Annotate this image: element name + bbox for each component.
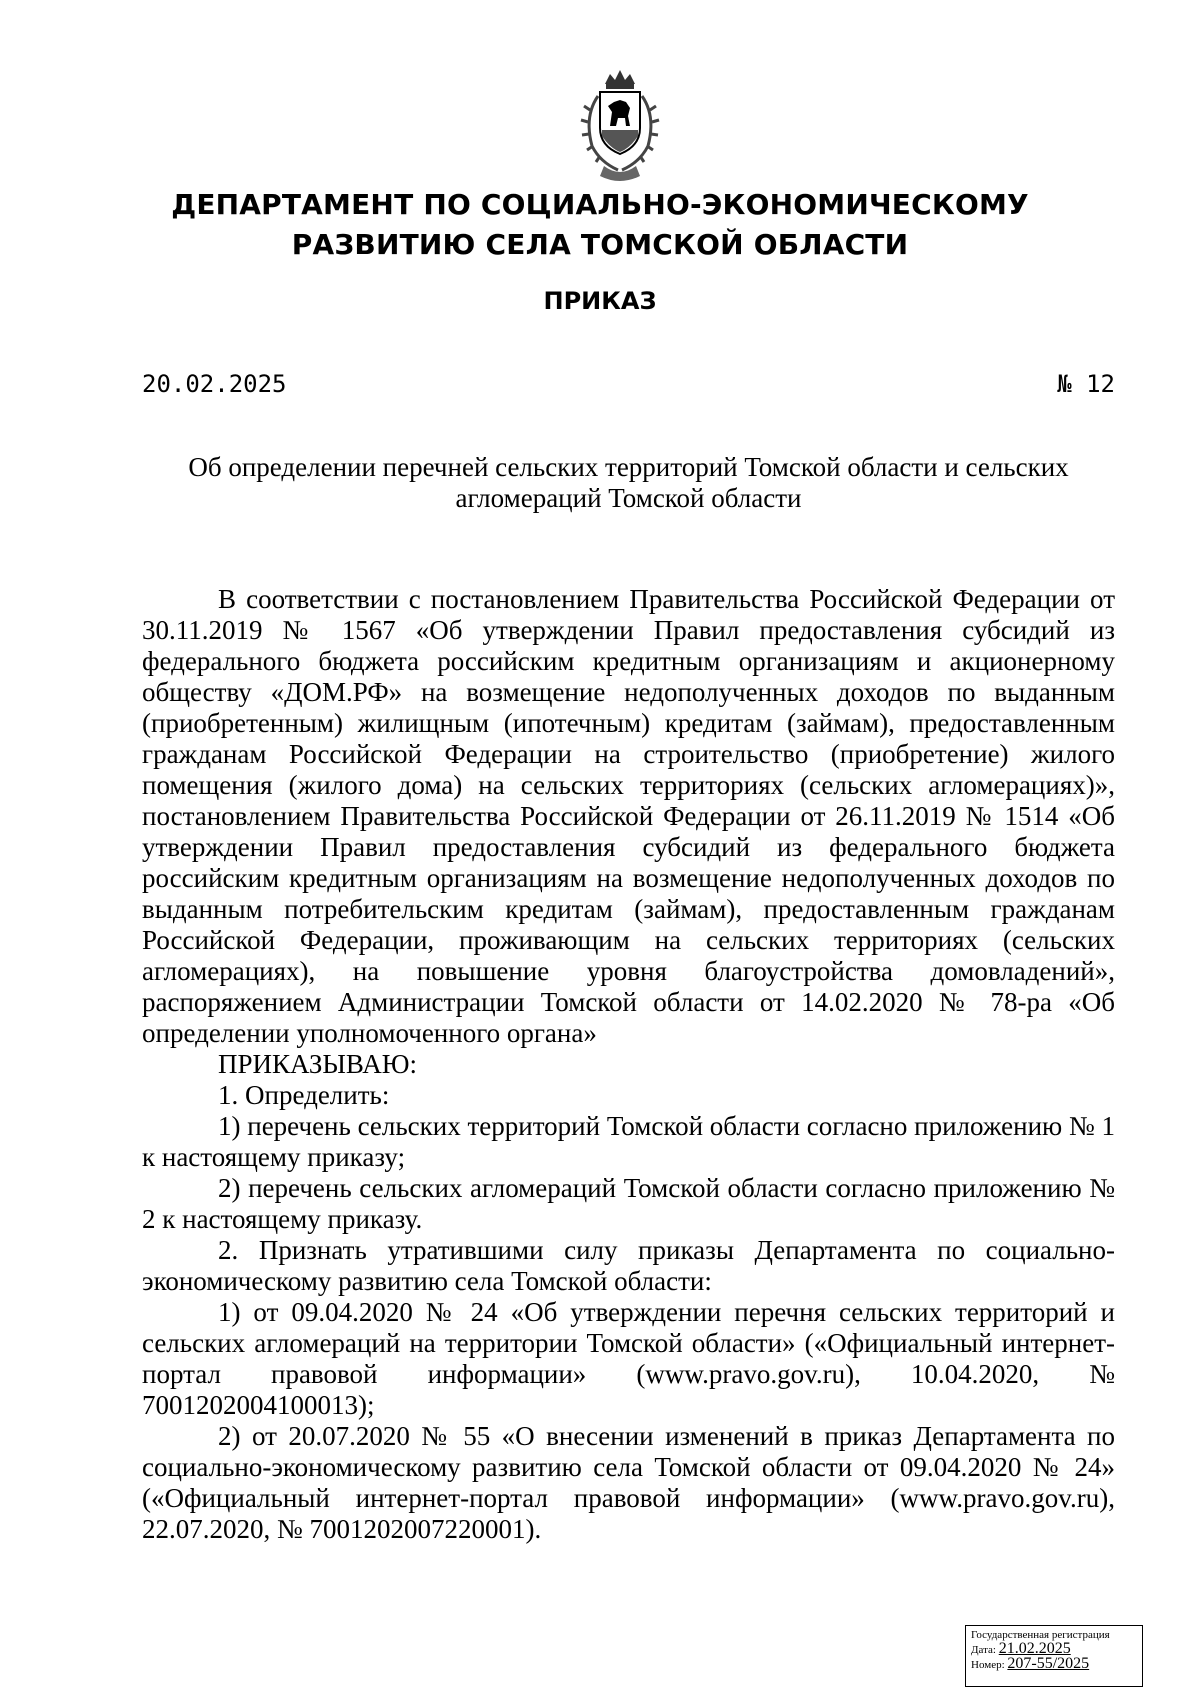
document-type: ПРИКАЗ: [543, 287, 657, 315]
clause-2-item-1: 1) от 09.04.2020 № 24 «Об утверждении перечня сельских территорий и сельских агломераций на территории Томской области» («Официальный интернет-портал правовой информации» (www.pravo.gov.ru), 10.04.2020, № 7001202004100013);: [142, 1297, 1115, 1420]
department-name-line-2: РАЗВИТИЮ СЕЛА ТОМСКОЙ ОБЛАСТИ: [291, 228, 909, 261]
stamp-title: Государственная регистрация: [971, 1629, 1110, 1641]
tomsk-oblast-coat-of-arms-icon: [570, 66, 670, 186]
document-number: № 12: [1057, 370, 1115, 398]
clause-1: 1. Определить:: [218, 1080, 390, 1110]
stamp-number-label: Номер:: [971, 1659, 1005, 1671]
clause-2-item-2: 2) от 20.07.2020 № 55 «О внесении изменений в приказ Департамента по социально-экономическому развитию села Томской области от 09.04.2020 № 24» («Официальный интернет-портал правовой информации» (www.pravo.gov.ru), 22.07.2020, № 7001202007220001).: [142, 1421, 1115, 1544]
document-body: [142, 584, 1115, 1545]
department-name-line-1: ДЕПАРТАМЕНТ ПО СОЦИАЛЬНО-ЭКОНОМИЧЕСКОМУ: [171, 188, 1029, 221]
stamp-date-label: Дата:: [971, 1644, 996, 1656]
stamp-number-row: [971, 1657, 1137, 1672]
clause-2: 2. Признать утратившими силу приказы Департамента по социально-экономическому развитию села Томской области:: [142, 1235, 1115, 1296]
order-word: ПРИКАЗЫВАЮ:: [218, 1049, 417, 1079]
stamp-number-value: 207-55/2025: [1007, 1655, 1090, 1672]
document-date: 20.02.2025: [142, 370, 287, 398]
preamble-paragraph: В соответствии с постановлением Правительства Российской Федерации от 30.11.2019 № 1567 «Об утверждении Правил предоставления субсидий из федерального бюджета российским кредитным организациям и акционерному обществу «ДОМ.РФ» на возмещение недополученных доходов по выданным (приобретенным) жилищным (ипотечным) кредитам (займам), предоставленным гражданам Российской Федерации на строительство (приобретение) жилого помещения (жилого дома) на сельских территориях (сельских агломерациях)», постановлением Правительства Российской Федерации от 26.11.2019 № 1514 «Об утверждении Правил предоставления субсидий из федерального бюджета российским кредитным организациям на возмещение недополученных доходов по выданным потребительским кредитам (займам), предоставленным гражданам Российской Федерации, проживающим на сельских территориях (сельских агломерациях), на повышение уровня благоустройства домовладений», распоряжением Администрации Томской области от 14.02.2020 № 78-ра «Об определении уполномоченного органа»: [142, 584, 1115, 1048]
registration-stamp: [965, 1625, 1143, 1687]
document-subject: Об определении перечней сельских территорий Томской области и сельских агломераций Томской области: [188, 452, 1069, 513]
clause-1-item-1: 1) перечень сельских территорий Томской области согласно приложению № 1 к настоящему приказу;: [142, 1111, 1115, 1172]
clause-1-item-2: 2) перечень сельских агломераций Томской области согласно приложению № 2 к настоящему приказу.: [142, 1173, 1115, 1234]
stamp-date-value: 21.02.2025: [998, 1640, 1071, 1657]
